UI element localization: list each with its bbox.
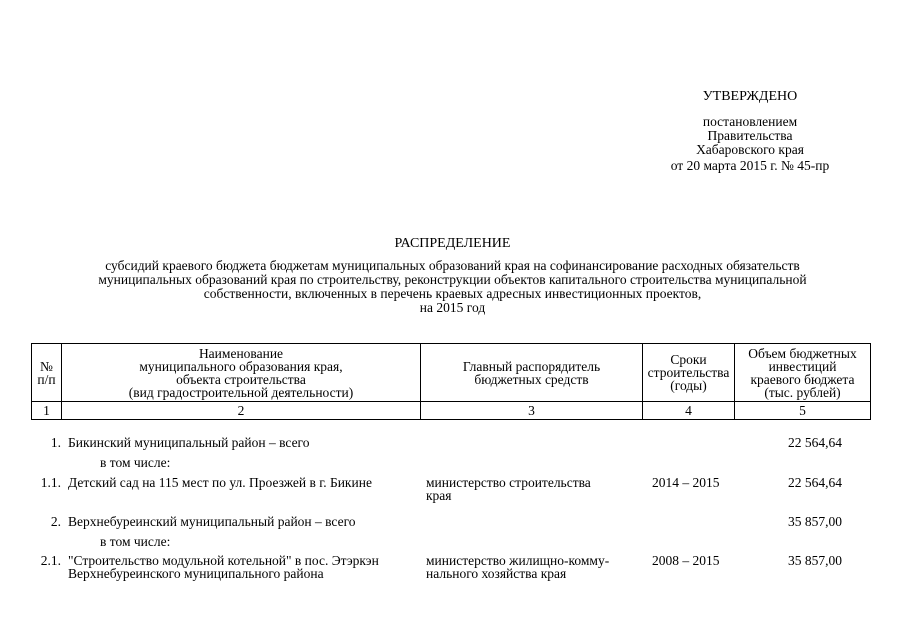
row-number: 1. [50,435,61,450]
header-name-d: (вид градостроительной деятельности) [128,384,354,400]
row-years: 2014 – 2015 [652,475,720,490]
header-number-b: п/п [37,371,56,387]
header-cell-ministry [421,344,643,402]
document-title: РАСПРЕДЕЛЕНИЕ [394,236,511,251]
header-volume-b: инвестиций [768,358,837,374]
header-cell-name [62,344,421,402]
row-volume: 22 564,64 [788,475,842,490]
row-ministry-b: нального хозяйства края [426,566,567,581]
document-title-block [40,237,865,315]
document-subtitle-line-4: на 2015 год [419,300,486,315]
row-subtitle: в том числе: [100,534,171,549]
row-number: 1.1. [40,475,61,490]
header-years-c: (годы) [670,378,707,393]
row-volume: 35 857,00 [788,553,842,568]
header-volume-d: (тыс. рублей) [764,384,841,400]
row-years: 2008 – 2015 [652,553,720,568]
header-years-a: Сроки [670,352,707,367]
row-name: Детский сад на 115 мест по ул. Проезжей в г. Бикине [68,475,372,490]
column-number-4: 4 [643,402,735,420]
header-name-b: муниципального образования края, [139,358,343,374]
header-ministry-b: бюджетных средств [474,371,589,387]
table-header [31,343,871,420]
header-cell-years [643,344,735,402]
header-cell-number [32,344,62,402]
row-number: 2. [50,514,61,529]
row-ministry-b: края [426,488,452,503]
column-number-2: 2 [62,402,421,420]
document-subtitle-line-3: собственности, включенных в перечень краевых адресных инвестиционных проектов, [203,286,702,301]
row-volume: 35 857,00 [788,514,842,529]
header-volume-c: краевого бюджета [750,371,855,387]
row-name: Бикинский муниципальный район – всего [68,435,310,450]
column-number-1: 1 [32,402,62,420]
approval-line-3: Хабаровского края [696,142,804,157]
approval-date: от 20 марта 2015 г. № 45-пр [670,158,830,173]
document-subtitle-line-1: субсидий краевого бюджета бюджетам муниципальных образований края на софинансирование расходных обязательств [105,258,800,273]
approval-heading: УТВЕРЖДЕНО [702,89,798,104]
header-name-c: объекта строительства [176,371,306,387]
header-name-a: Наименование [198,345,284,361]
header-number-a: № [40,358,53,374]
document-subtitle-line-2: муниципальных образований края по строительству, реконструкции объектов капитального строительства муниципальной [98,272,807,287]
row-volume: 22 564,64 [788,435,842,450]
column-number-5: 5 [735,402,871,420]
approval-line-2: Правительства [707,128,793,143]
row-name-b: Верхнебуреинского муниципального района [68,566,324,581]
row-ministry-a: министерство строительства [426,475,591,490]
row-name-a: "Строительство модульной котельной" в пос. Этэркэн [68,553,379,568]
column-number-3: 3 [421,402,643,420]
row-ministry-a: министерство жилищно-комму- [426,553,610,568]
header-years-b: строительства [647,365,730,380]
header-cell-volume [735,344,871,402]
row-number: 2.1. [40,553,61,568]
row-name: Верхнебуреинский муниципальный район – всего [68,514,356,529]
approval-block [640,90,860,173]
header-volume-a: Объем бюджетных [748,345,857,361]
row-subtitle: в том числе: [100,455,171,470]
header-ministry-a: Главный распорядитель [462,358,601,374]
approval-line-1: постановлением [702,114,798,129]
